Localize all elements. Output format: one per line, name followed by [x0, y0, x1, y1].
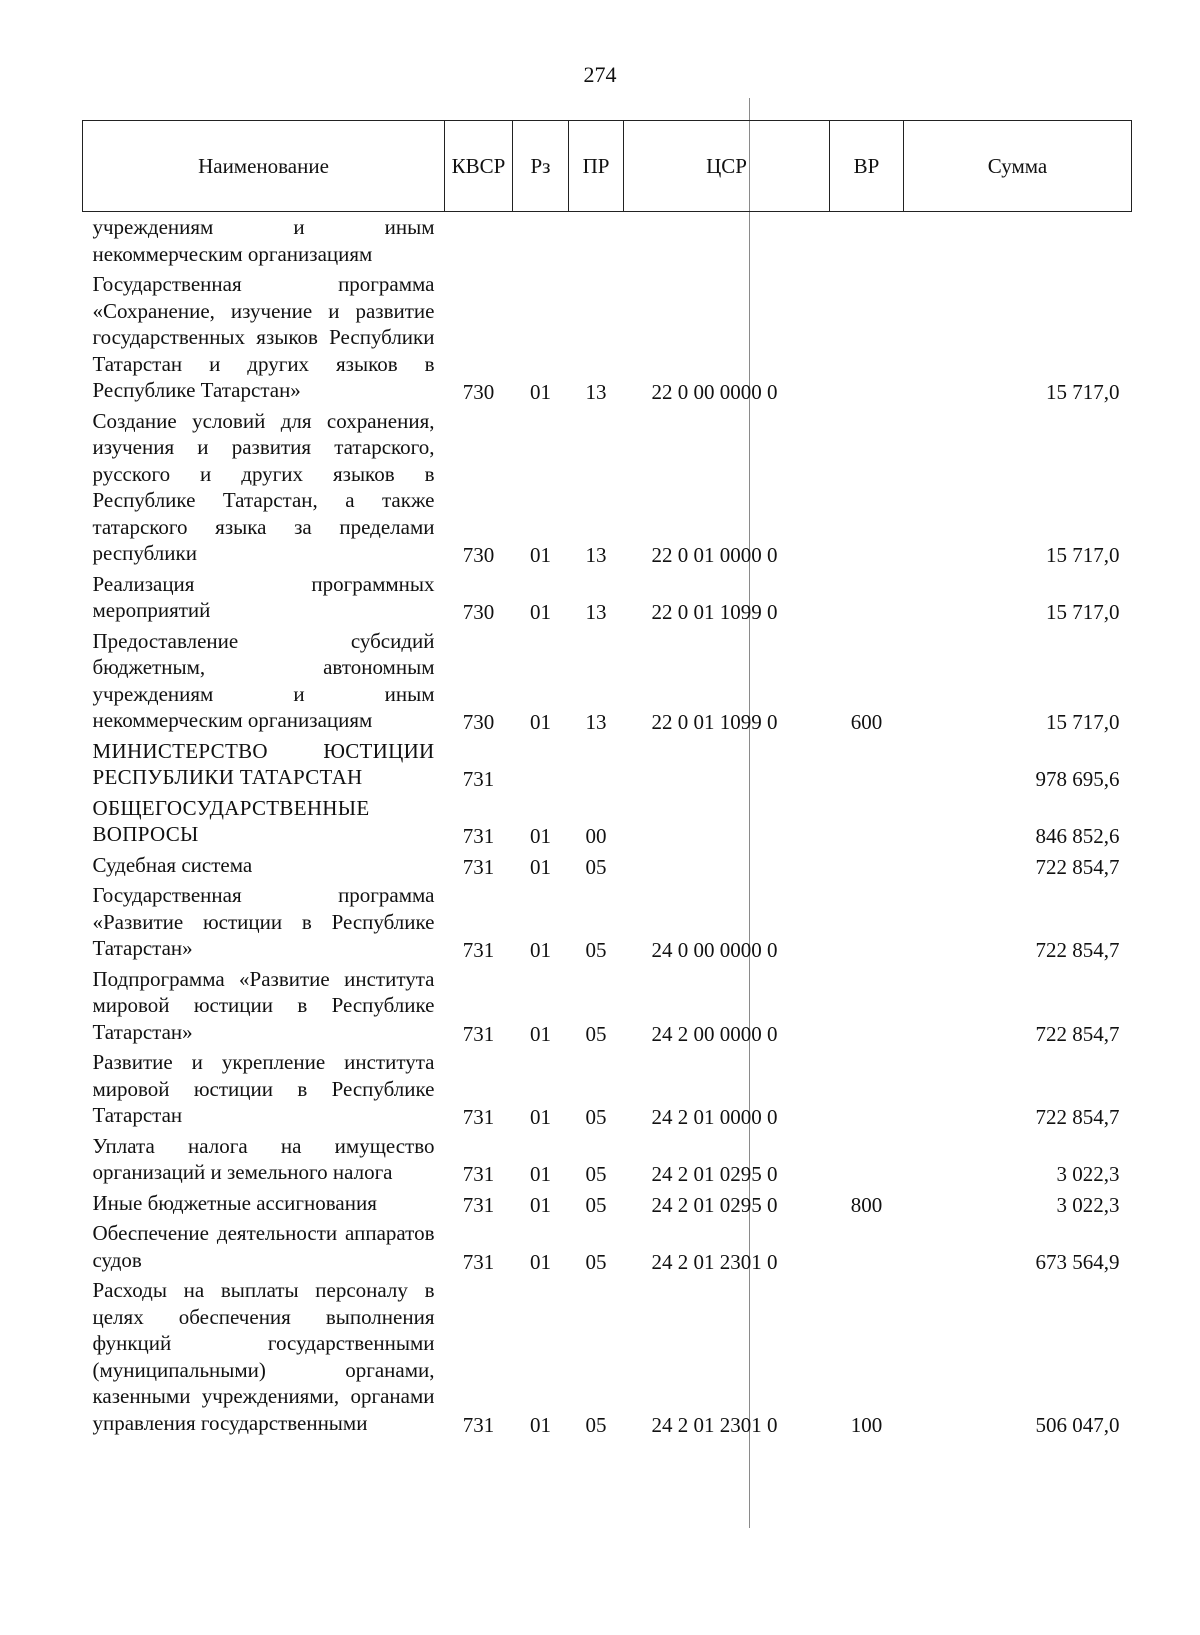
header-name: Наименование	[83, 121, 445, 212]
table-row	[83, 1275, 1132, 1438]
row-csr: 24 2 01 0295 0	[651, 1162, 778, 1186]
row-sum: 15 717,0	[1046, 543, 1120, 567]
row-sum: 722 854,7	[1035, 938, 1120, 962]
row-kvsr: 730	[462, 380, 495, 404]
row-csr	[624, 793, 830, 850]
table-row	[83, 880, 1132, 964]
row-pr: 00	[585, 824, 607, 848]
table-row	[83, 736, 1132, 793]
row-vr	[830, 736, 904, 793]
row-sum: 722 854,7	[1035, 1105, 1120, 1129]
row-rz: 01	[530, 1249, 551, 1274]
page-number: 274	[583, 62, 617, 87]
row-pr: 05	[585, 1192, 607, 1217]
header-sum: Сумма	[904, 121, 1132, 212]
row-pr: 05	[585, 1249, 607, 1274]
row-vr	[830, 1218, 904, 1275]
row-pr: 13	[585, 543, 607, 567]
row-csr: 24 2 01 0000 0	[651, 1105, 778, 1129]
row-kvsr: 731	[462, 1021, 495, 1046]
row-pr: 13	[585, 600, 607, 624]
row-rz: 01	[530, 600, 551, 624]
header-pr: ПР	[569, 121, 624, 212]
row-kvsr: 731	[462, 1105, 495, 1129]
row-pr	[569, 212, 624, 270]
row-sum: 3 022,3	[1056, 1192, 1120, 1217]
row-name: МИНИСТЕРСТВО ЮСТИЦИИ РЕСПУБЛИКИ ТАТАРСТАН	[92, 738, 435, 789]
table-row	[83, 850, 1132, 881]
row-csr: 24 0 00 0000 0	[651, 938, 778, 962]
row-csr: 22 0 01 1099 0	[651, 600, 778, 624]
row-name: Иные бюджетные ассигнования	[92, 1190, 377, 1215]
row-rz: 01	[530, 710, 551, 734]
row-pr: 13	[585, 380, 607, 404]
row-sum: 846 852,6	[1035, 824, 1120, 848]
row-rz: 01	[530, 1192, 551, 1217]
row-rz: 01	[530, 938, 551, 962]
row-pr: 05	[585, 1105, 607, 1129]
row-vr	[830, 406, 904, 569]
row-name: Государственная программа «Сохранение, изучение и развитие государственных языков Республики Татарстан и других языков в Республике Татарстан»	[92, 272, 435, 402]
row-vr	[830, 880, 904, 964]
row-kvsr: 731	[462, 938, 495, 962]
table-row	[83, 1131, 1132, 1188]
row-kvsr: 731	[462, 824, 495, 848]
row-csr	[624, 736, 830, 793]
row-pr: 13	[585, 710, 607, 734]
row-rz: 01	[530, 1162, 551, 1186]
row-sum: 978 695,6	[1035, 767, 1120, 791]
row-vr: 800	[850, 1192, 883, 1217]
row-vr	[830, 850, 904, 881]
row-rz: 01	[530, 1412, 551, 1437]
row-kvsr: 731	[462, 1192, 495, 1217]
row-kvsr: 731	[462, 1162, 495, 1186]
row-pr: 05	[585, 1021, 607, 1046]
row-csr: 22 0 01 0000 0	[651, 543, 778, 567]
row-sum	[904, 212, 1132, 270]
row-rz	[513, 736, 569, 793]
table-header-row	[83, 121, 1132, 212]
row-sum: 3 022,3	[1056, 1162, 1120, 1186]
row-csr: 24 2 01 2301 0	[651, 1249, 778, 1274]
row-name: Судебная система	[92, 852, 253, 877]
row-vr	[830, 212, 904, 270]
row-rz: 01	[530, 854, 551, 879]
row-name: Предоставление субсидий бюджетным, автономным учреждениям и иным некоммерческим организациям	[92, 628, 435, 732]
header-csr: ЦСР	[624, 121, 830, 212]
row-kvsr: 730	[462, 600, 495, 624]
row-rz: 01	[530, 1021, 551, 1046]
table-row	[83, 793, 1132, 850]
table-row	[83, 569, 1132, 626]
row-sum: 722 854,7	[1035, 1021, 1120, 1046]
row-vr	[830, 1047, 904, 1131]
row-name: Обеспечение деятельности аппаратов судов	[92, 1221, 435, 1272]
row-rz: 01	[530, 824, 551, 848]
row-pr: 05	[585, 1162, 607, 1186]
row-vr: 100	[850, 1412, 883, 1437]
row-kvsr: 730	[462, 543, 495, 567]
row-sum: 722 854,7	[1035, 854, 1120, 879]
row-kvsr: 731	[462, 854, 495, 879]
row-csr: 24 2 00 0000 0	[651, 1021, 778, 1046]
row-kvsr	[445, 212, 513, 270]
row-vr	[830, 569, 904, 626]
row-csr: 22 0 00 0000 0	[651, 380, 778, 404]
row-name: Реализация программных мероприятий	[92, 571, 435, 622]
header-rz: Рз	[513, 121, 569, 212]
row-vr	[830, 1131, 904, 1188]
row-name: Расходы на выплаты персоналу в целях обеспечения выполнения функций государственными (муниципальными) органами, казенными учреждениями, органами управления государственными	[92, 1278, 435, 1435]
row-name: учреждениям и иным некоммерческим организациям	[92, 215, 435, 266]
table-row	[83, 269, 1132, 406]
row-name: Создание условий для сохранения, изучения и развития татарского, русского и других языков в Республике Татарстан, а также татарского языка за пределами республики	[92, 408, 435, 565]
row-sum: 15 717,0	[1046, 380, 1120, 404]
row-kvsr: 731	[462, 767, 495, 791]
row-vr	[830, 269, 904, 406]
row-name: Уплата налога на имущество организаций и земельного налога	[92, 1133, 435, 1184]
row-rz: 01	[530, 543, 551, 567]
row-sum: 15 717,0	[1046, 710, 1120, 734]
table-row	[83, 626, 1132, 736]
row-pr: 05	[585, 854, 607, 879]
row-rz: 01	[530, 380, 551, 404]
row-name: ОБЩЕГОСУДАРСТВЕННЫЕ ВОПРОСЫ	[92, 795, 370, 846]
row-kvsr: 731	[462, 1412, 495, 1437]
row-pr: 05	[585, 938, 607, 962]
table-row	[83, 212, 1132, 270]
table-row	[83, 964, 1132, 1048]
row-vr: 600	[850, 710, 883, 734]
row-pr	[569, 736, 624, 793]
table-row	[83, 1218, 1132, 1275]
table-row	[83, 1047, 1132, 1131]
row-csr: 24 2 01 0295 0	[651, 1192, 778, 1217]
row-rz: 01	[530, 1105, 551, 1129]
row-csr: 24 2 01 2301 0	[651, 1412, 778, 1437]
header-kvsr: КВСР	[445, 121, 513, 212]
row-sum: 673 564,9	[1035, 1249, 1120, 1274]
row-csr	[624, 850, 830, 881]
budget-table	[82, 120, 1132, 1438]
row-csr: 22 0 01 1099 0	[651, 710, 778, 734]
row-name: Государственная программа «Развитие юстиции в Республике Татарстан»	[92, 883, 435, 960]
header-vr: ВР	[830, 121, 904, 212]
row-rz	[513, 212, 569, 270]
row-pr: 05	[585, 1412, 607, 1437]
table-row	[83, 1188, 1132, 1219]
row-kvsr: 730	[462, 710, 495, 734]
row-vr	[830, 793, 904, 850]
row-name: Подпрограмма «Развитие института мировой юстиции в Республике Татарстан»	[92, 966, 435, 1044]
row-vr	[830, 964, 904, 1048]
row-csr	[624, 212, 830, 270]
row-kvsr: 731	[462, 1249, 495, 1274]
row-name: Развитие и укрепление института мировой юстиции в Республике Татарстан	[92, 1050, 435, 1127]
row-sum: 15 717,0	[1046, 600, 1120, 624]
row-sum: 506 047,0	[1035, 1412, 1120, 1437]
table-row	[83, 406, 1132, 569]
